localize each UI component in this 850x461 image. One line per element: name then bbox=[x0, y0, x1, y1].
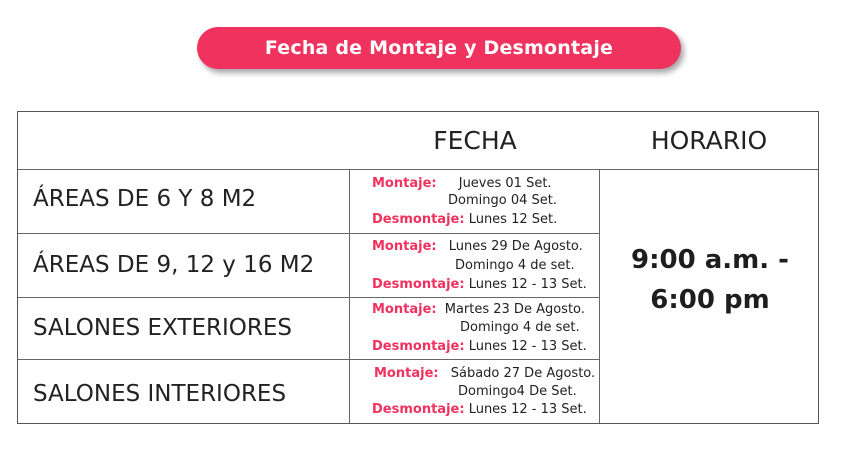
desmontaje-line bbox=[372, 277, 587, 292]
header-divider bbox=[18, 169, 818, 170]
montaje-line bbox=[372, 239, 583, 254]
desmontaje-label: Desmontaje: bbox=[372, 212, 465, 227]
montaje-date: Jueves 01 Set. bbox=[458, 176, 552, 191]
montaje-line bbox=[374, 366, 595, 381]
montaje-line-2 bbox=[460, 320, 580, 335]
montaje-label: Montaje: bbox=[372, 239, 437, 254]
montaje-line bbox=[372, 176, 552, 191]
desmontaje-date: Lunes 12 - 13 Set. bbox=[468, 339, 587, 354]
header-fecha: FECHA bbox=[433, 126, 517, 155]
row-area-label: ÁREAS DE 9, 12 y 16 M2 bbox=[33, 252, 315, 278]
desmontaje-label: Desmontaje: bbox=[372, 339, 465, 354]
horario-line-2: 6:00 pm bbox=[650, 285, 770, 315]
montaje-date-2: Domingo 4 de set. bbox=[455, 258, 575, 273]
montaje-date: Lunes 29 De Agosto. bbox=[448, 239, 583, 254]
title-banner bbox=[197, 27, 681, 69]
montaje-date: Martes 23 De Agosto. bbox=[444, 302, 585, 317]
column-divider bbox=[349, 169, 350, 423]
montaje-date: Sábado 27 De Agosto. bbox=[450, 366, 596, 381]
montaje-date-2: Domingo 4 de set. bbox=[460, 320, 580, 335]
header-horario: HORARIO bbox=[650, 126, 768, 155]
row-divider bbox=[18, 233, 600, 234]
montaje-line-2 bbox=[448, 193, 557, 208]
montaje-label: Montaje: bbox=[372, 302, 437, 317]
schedule-table bbox=[17, 111, 819, 424]
desmontaje-line bbox=[372, 339, 587, 354]
horario-line-1: 9:00 a.m. - bbox=[631, 245, 789, 275]
montaje-date-2: Domingo 04 Set. bbox=[448, 193, 557, 208]
row-area-label: ÁREAS DE 6 Y 8 M2 bbox=[33, 186, 257, 212]
montaje-line-2 bbox=[458, 384, 577, 399]
desmontaje-label: Desmontaje: bbox=[372, 277, 465, 292]
row-divider bbox=[18, 297, 600, 298]
desmontaje-line bbox=[372, 212, 557, 227]
montaje-label: Montaje: bbox=[372, 176, 437, 191]
montaje-line bbox=[372, 302, 585, 317]
montaje-label: Montaje: bbox=[374, 366, 439, 381]
desmontaje-label: Desmontaje: bbox=[372, 402, 465, 417]
horario-value bbox=[600, 240, 820, 320]
montaje-date-2: Domingo4 De Set. bbox=[458, 384, 577, 399]
row-area-label: SALONES EXTERIORES bbox=[33, 315, 292, 341]
desmontaje-line bbox=[372, 402, 587, 417]
row-divider bbox=[18, 359, 600, 360]
desmontaje-date: Lunes 12 - 13 Set. bbox=[468, 277, 587, 292]
desmontaje-date: Lunes 12 Set. bbox=[468, 212, 558, 227]
montaje-line-2 bbox=[455, 258, 575, 273]
desmontaje-date: Lunes 12 - 13 Set. bbox=[468, 402, 587, 417]
banner-title: Fecha de Montaje y Desmontaje bbox=[264, 37, 614, 59]
row-area-label: SALONES INTERIORES bbox=[33, 381, 287, 407]
